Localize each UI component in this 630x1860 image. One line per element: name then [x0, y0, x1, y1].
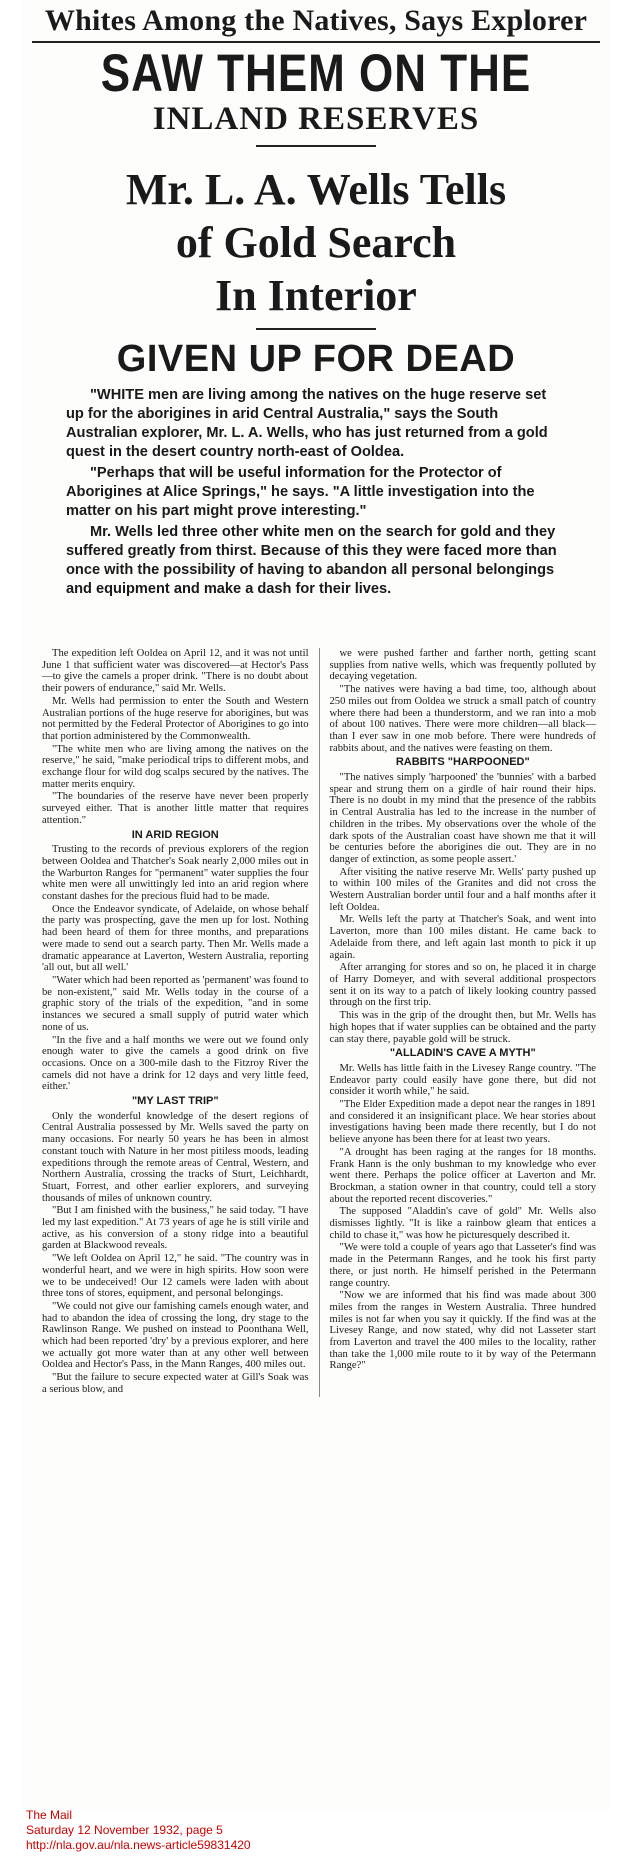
body-paragraph: "Water which had been reported as 'permanent' was found to be non-existent," said Mr. Wells today in the course of a graphic story of the trials of the expedition, "and in some instances we secured a small supply of putrid water which none of us.	[42, 974, 309, 1033]
right-column	[330, 648, 597, 1397]
caption-link[interactable]: http://nla.gov.au/nla.news-article59831420	[26, 1838, 251, 1852]
section-subheading: "MY LAST TRIP"	[131, 1095, 219, 1108]
body-paragraph: "We left Ooldea on April 12," he said. "The country was in wonderful heart, and we were in high spirits. How soon were we to be undeceived! Our 12 camels were laden with about three tons of stores, equipment, and personal belongings.	[42, 1253, 309, 1300]
section-subheading: RABBITS "HARPOONED"	[395, 756, 530, 769]
body-paragraph: "The natives simply 'harpooned' the 'bunnies' with a barbed spear and strung them on a girdle of hair round their hips. There is no doubt in my mind that the presence of the rabbits in Central Australia has led to the increase in the number of children in the tribes. My observations over the whole of the dark spots of the Australian coast have shown me that it will be centuries before the aborigines die out. They are in no danger of extinction, as some people assert.'	[329, 772, 597, 865]
body-paragraph: "But the failure to secure expected water at Gill's Soak was a serious blow, and	[42, 1372, 309, 1395]
source-caption	[26, 1808, 251, 1853]
section-subheading: IN ARID REGION	[131, 828, 219, 841]
body-paragraph: Mr. Wells left the party at Thatcher's Soak, and went into Laverton, more than 100 miles distant. He came back to Adelaide from there, and left again last month to pick it up again.	[329, 914, 597, 961]
deck-line-3: In Interior	[215, 271, 417, 320]
body-paragraph: we were pushed farther and farther north, getting scant supplies from native wells, which was frequently polluted by decaying vegetation.	[329, 648, 597, 683]
lead-paragraph: "WHITE men are living among the natives on the huge reserve set up for the aborigines in arid Central Australia," says the South Australian explorer, Mr. L. A. Wells, who has just returned from a gold quest in the desert country north-east of Ooldea.	[66, 387, 548, 460]
body-paragraph: "The white men who are living among the natives on the reserve," he said, "make periodical trips to different mobs, and exchange flour for wild dog scalps secured by the natives. The matter merits enquiry.	[42, 743, 309, 790]
body-paragraph: "In the five and a half months we were out we found only enough water to give the camels a good drink on five occasions. Once on a 300-mile dash to the Fitzroy River the camels did not have a drink for 12 days and very little feed, either.'	[42, 1034, 309, 1093]
body-paragraph: Only the wonderful knowledge of the desert regions of Central Australia possessed by Mr. Wells saved the party on many occasions. For nearly 50 years he has been in almost constant touch with Nature in her most pitiless moods, leading expeditions through the remote areas of Central, Western, and Northern Australia, crossing the tracks of Sturt, Leichhardt, Stuart, Forrest, and other earlier explorers, and surveying thousands of miles of unknown country.	[42, 1110, 309, 1204]
body-paragraph: Once the Endeavor syndicate, of Adelaide, on whose behalf the party was prospecting, gave the men up for lost. Nothing had been heard of them for three months, and preparations were made to send out a search party. Then Mr. Wells made a dramatic appearance at Laverton, Western Australia, reporting 'all out, but all well.'	[42, 903, 309, 974]
lead-paragraph: Mr. Wells led three other white men on the search for gold and they suffered greatly from thirst. Because of this they were faced more than once with the possibility of having to abandon all personal belongings and equipment and make a dash for their lives.	[66, 524, 557, 597]
headline-rule-3	[256, 328, 376, 330]
column-divider	[319, 648, 320, 1397]
main-headline: SAW THEM ON THE	[100, 44, 532, 103]
deck-line-1: Mr. L. A. Wells Tells	[125, 165, 507, 214]
body-paragraph: "A drought has been raging at the ranges for 18 months. Frank Hann is the only bushman to my knowledge who ever went there. Perhaps the police officer at Laverton and Mr. Brockman, a station owner in that country, could tell a story about the reported recent discoveries."	[329, 1146, 597, 1205]
kicker-headline: Whites Among the Natives, Says Explorer	[44, 4, 588, 37]
deck-line-2: of Gold Search	[175, 218, 457, 267]
headline-rule-2	[256, 145, 376, 147]
body-paragraph: This was in the grip of the drought then, but Mr. Wells has high hopes that if water supplies can be obtained and the party can stay there, payable gold will be struck.	[329, 1010, 597, 1045]
body-paragraph: After arranging for stores and so on, he placed it in charge of Harry Domeyer, and with several additional prospectors sent it on its way to a patch of likely looking country passed through on the first trip.	[329, 962, 597, 1009]
body-paragraph: Mr. Wells has little faith in the Livesey Range country. "The Endeavor party could easily have gone there, but did not consider it worth while," he said.	[329, 1062, 597, 1098]
caption-date: Saturday 12 November 1932, page 5	[26, 1823, 223, 1837]
deck-line-4: GIVEN UP FOR DEAD	[116, 338, 516, 380]
body-paragraph: Trusting to the records of previous explorers of the region between Ooldea and Thatcher's Soak nearly 2,000 miles out in the Warburton Ranges for "permanent" water supplies the four white men were all unwittingly led into an arid region where constant dashes for the precious fluid had to be made.	[42, 844, 309, 903]
headline-rule	[32, 41, 600, 43]
body-paragraph: "The natives were having a bad time, too, although about 250 miles out from Ooldea we struck a small patch of country where there had been a thunderstorm, and we ran into a mob of about 100 natives. There were more children—all black—than I ever saw in one mob before. There were hundreds of rabbits about, and the natives were feasting on them.	[329, 684, 597, 754]
body-paragraph: "The Elder Expedition made a depot near the ranges in 1891 and considered it an insignificant place. We hear stories about investigations having been made there recently, but I do not believe anyone has been there for at least two years.	[329, 1099, 597, 1146]
body-paragraph: "Now we are informed that his find was made about 300 miles from the ranges in Western Australia. Three hundred miles is not far when you say it quickly. If the find was at the Livesey Range, and now stated, why did not Lasseter start from Laverton and travel the 400 miles to the locality, rather than take the 1,000 mile route to it by way of the Petermann Range?"	[329, 1290, 597, 1372]
body-paragraph: Mr. Wells had permission to enter the South and Western Australian portions of the huge reserve for aborigines, but was not permitted by the Federal Protector of Aborigines to go into that portion administered by the Commonwealth.	[42, 695, 309, 742]
body-paragraph: "We could not give our famishing camels enough water, and had to abandon the idea of crossing the long, dry stage to the Rawlinson Range. We pushed on instead to Poonthana Well, which had been reported 'dry' by a previous explorer, and here we actually got more water than at any other well between Ooldea and Hector's Pass, in the Mann Ranges, 400 miles out.	[42, 1300, 309, 1371]
lead-paragraph: "Perhaps that will be useful information for the Protector of Aborigines at Alice Springs," he says. "A little investigation into the matter on his part might prove interesting."	[66, 465, 535, 519]
caption-publication: The Mail	[26, 1808, 73, 1822]
article-columns	[22, 648, 610, 1397]
sub-headline: INLAND RESERVES	[152, 101, 480, 137]
section-subheading: "ALLADIN'S CAVE A MYTH"	[389, 1047, 536, 1060]
body-paragraph: After visiting the native reserve Mr. Wells' party pushed up to within 100 miles of the Granites and did not cross the Western Australian border until four and a half months after it left Ooldea.	[329, 866, 597, 913]
body-paragraph: "We were told a couple of years ago that Lasseter's find was made in the Petermann Ranges, and he took his first party there, or just north. He himself perished in the Petermann range country.	[329, 1242, 597, 1289]
body-paragraph: The supposed "Aladdin's cave of gold" Mr. Wells also dismisses lightly. "It is like a rainbow gleam that entices a child to chase it," was how he picturesquely described it.	[329, 1206, 597, 1241]
body-paragraph: "The boundaries of the reserve have never been properly surveyed either. That is another little matter that requires attention."	[42, 791, 309, 826]
newspaper-clipping	[22, 0, 610, 1810]
left-column	[42, 648, 309, 1397]
lead-paragraphs	[22, 382, 610, 599]
body-paragraph: The expedition left Ooldea on April 12, and it was not until June 1 that sufficient water was discovered—at Hector's Pass—to give the camels a proper drink. "There is no doubt about their powers of endurance," said Mr. Wells.	[42, 648, 309, 695]
body-paragraph: "But I am finished with the business," he said today. "I have led my last expedition." At 73 years of age he is still virile and active, as his conversion of a stony ridge into a beautiful garden at Blackwood reveals.	[42, 1205, 309, 1252]
